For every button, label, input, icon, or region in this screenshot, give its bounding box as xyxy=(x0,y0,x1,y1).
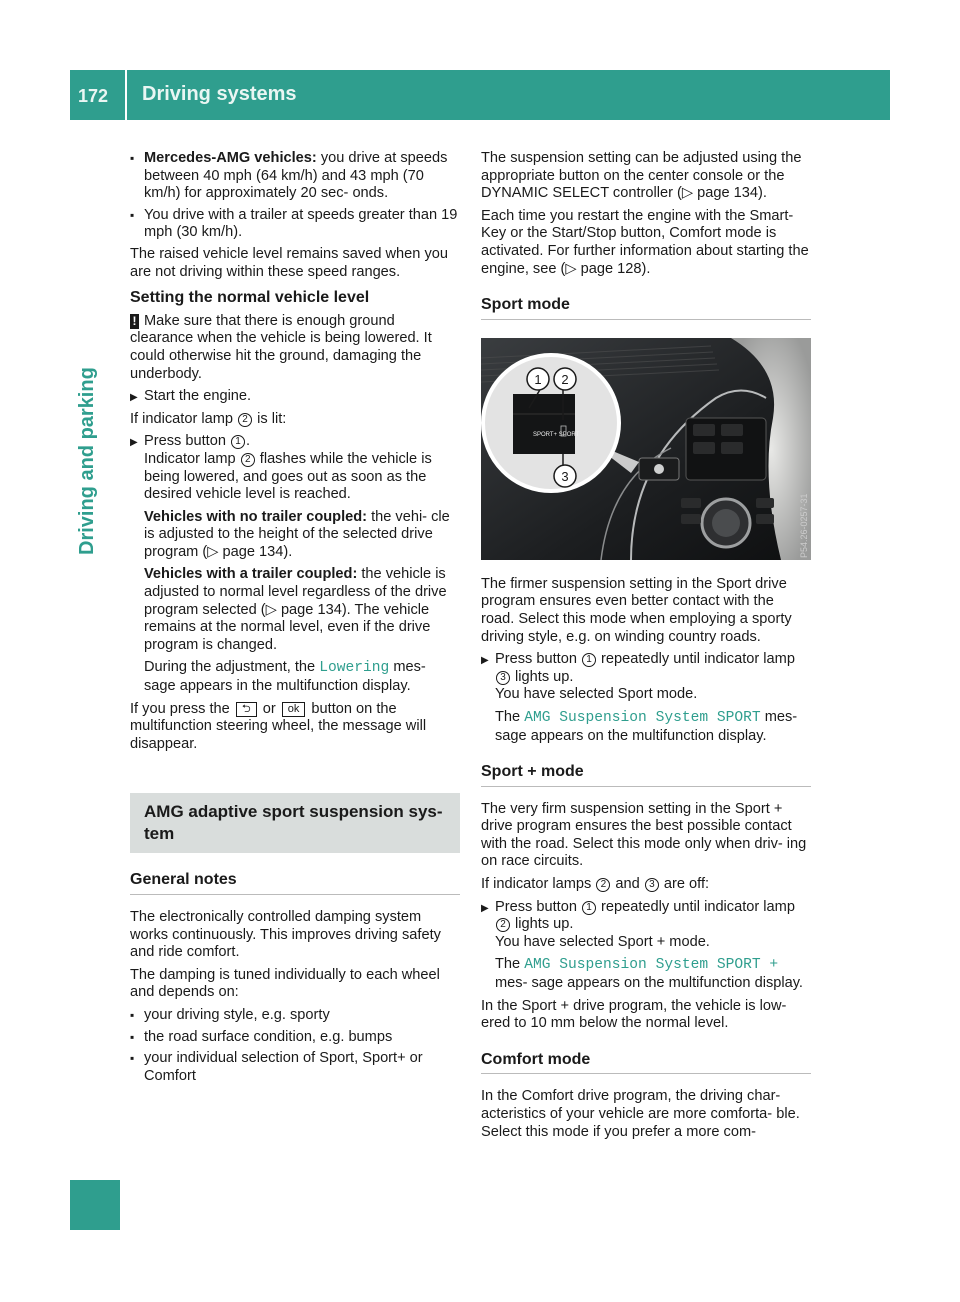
paragraph: Vehicles with a trailer coupled: the vehicle is adjusted to normal level regardless of the drive program selected (▷ page 134). The vehicle remains at the normal level, even if the drive program is changed. xyxy=(144,566,447,653)
page-header-title: Driving systems xyxy=(142,83,297,105)
right-column xyxy=(481,150,811,1146)
paragraph: The raised vehicle level remains saved when you are not driving within these speed ranges. xyxy=(130,245,448,280)
section-heading: Comfort mode xyxy=(481,1051,811,1075)
paragraph: The suspension setting can be adjusted using the appropriate button on the center console or the DYNAMIC SELECT controller (▷ page 134). xyxy=(481,150,802,202)
side-section-label: Driving and parking xyxy=(76,367,98,555)
page-number: 172 xyxy=(78,86,109,106)
ok-key-icon: ok xyxy=(282,702,306,717)
section-heading: General notes xyxy=(130,871,460,895)
callout-2-icon: 2 xyxy=(241,453,255,467)
warning-note: ! Make sure that there is enough ground clearance when the vehicle is being lowered. It could otherwise hit the ground, damaging the underbody. xyxy=(130,312,432,382)
list-item: ▪ your driving style, e.g. sporty xyxy=(130,1007,460,1025)
header-divider xyxy=(125,70,127,120)
callout-2-icon: 2 xyxy=(596,878,610,892)
display-message: Lowering xyxy=(319,660,390,677)
paragraph: In the Comfort drive program, the driving char- acteristics of your vehicle are more comforta- ble. Select this mode if you prefer a more com- xyxy=(481,1088,800,1140)
display-message: AMG Suspension System SPORT xyxy=(524,709,761,726)
instruction-step: ▶ Press button 1 repeatedly until indicator lamp 2 lights up. You have selected Sport + mode. xyxy=(481,899,811,952)
paragraph: Vehicles with no trailer coupled: the vehi- cle is adjusted to the height of the selected drive program (▷ page 134). xyxy=(144,508,450,560)
callout-1-icon: 1 xyxy=(582,901,596,915)
callout-3-icon: 3 xyxy=(561,468,569,484)
list-item: ▪ the road surface condition, e.g. bumps xyxy=(130,1029,460,1047)
callout-1-icon: 1 xyxy=(582,653,596,667)
paragraph: During the adjustment, the Lowering mes- sage appears in the multifunction display. xyxy=(144,659,426,695)
callout-1-icon: 1 xyxy=(231,435,245,449)
paragraph: The AMG Suspension System SPORT mes- sage appears on the multifunction display. xyxy=(495,708,798,744)
section-heading: Sport + mode xyxy=(481,763,811,787)
back-key-icon: ⮌ xyxy=(236,702,257,717)
list-item: ▪ your individual selection of Sport, Sport+ or Comfort xyxy=(130,1050,460,1085)
paragraph: The very firm suspension setting in the Sport + drive program ensures the best possible contact with the road. Select this mode only when driv- ing on race circuits. xyxy=(481,800,807,870)
chapter-heading-box: AMG adaptive sport suspension sys- tem xyxy=(130,793,460,853)
callout-2-icon: 2 xyxy=(496,918,510,932)
paragraph: The AMG Suspension System SPORT + mes- sage appears on the multifunction display. xyxy=(495,956,803,992)
paragraph: In the Sport + drive program, the vehicle is low- ered to 10 mm below the normal level. xyxy=(481,997,787,1032)
callout-2-icon: 2 xyxy=(561,371,569,387)
paragraph: The damping is tuned individually to each wheel and depends on: xyxy=(130,966,440,1001)
paragraph: If you press the ⮌ or ok button on the multifunction steering wheel, the message will disappear. xyxy=(130,700,427,752)
instruction-step: ▶ Press button 1 . Indicator lamp 2 flashes while the vehicle is being lowered, and goes out as soon as the desired vehicle level is reached. xyxy=(130,433,460,503)
side-tab-marker xyxy=(70,1180,120,1230)
display-message: AMG Suspension System SPORT + xyxy=(524,957,779,974)
callout-2-icon: 2 xyxy=(238,413,252,427)
paragraph: The electronically controlled damping system works continuously. This improves driving safety and ride comfort. xyxy=(130,909,441,961)
photo-reference-code: P54.26-0257-31 xyxy=(799,493,809,558)
callout-1-icon: 1 xyxy=(534,371,542,387)
list-item: ▪ Mercedes-AMG vehicles: you drive at speeds between 40 mph (64 km/h) and 43 mph (70 km/h) for approximately 20 sec- onds. xyxy=(130,150,460,203)
paragraph: Each time you restart the engine with the Smart- Key or the Start/Stop button, Comfort mode is activated. For further information about starting the engine, see (▷ page 128). xyxy=(481,207,809,277)
paragraph: If indicator lamps 2 and 3 are off: xyxy=(481,876,710,893)
center-console-photo xyxy=(481,338,811,560)
instruction-step: ▶ Press button 1 repeatedly until indicator lamp 3 lights up. You have selected Sport mode. xyxy=(481,651,811,704)
warning-icon: ! xyxy=(130,314,139,329)
paragraph: If indicator lamp 2 is lit: xyxy=(130,410,287,427)
list-item: ▪ You drive with a trailer at speeds greater than 19 mph (30 km/h). xyxy=(130,207,460,242)
section-heading: Sport mode xyxy=(481,296,811,320)
section-heading: Setting the normal vehicle level xyxy=(130,289,370,307)
callout-3-icon: 3 xyxy=(496,671,510,685)
callout-3-icon: 3 xyxy=(645,878,659,892)
paragraph: The firmer suspension setting in the Sport drive program ensures even better contact with the road. Select this mode when employing a sporty driving style, e.g. on winding country roads. xyxy=(481,575,792,645)
instruction-step: ▶ Start the engine. xyxy=(130,388,460,406)
sport-button-label: SPORT+ SPORT xyxy=(533,431,580,438)
left-column xyxy=(130,150,460,1089)
